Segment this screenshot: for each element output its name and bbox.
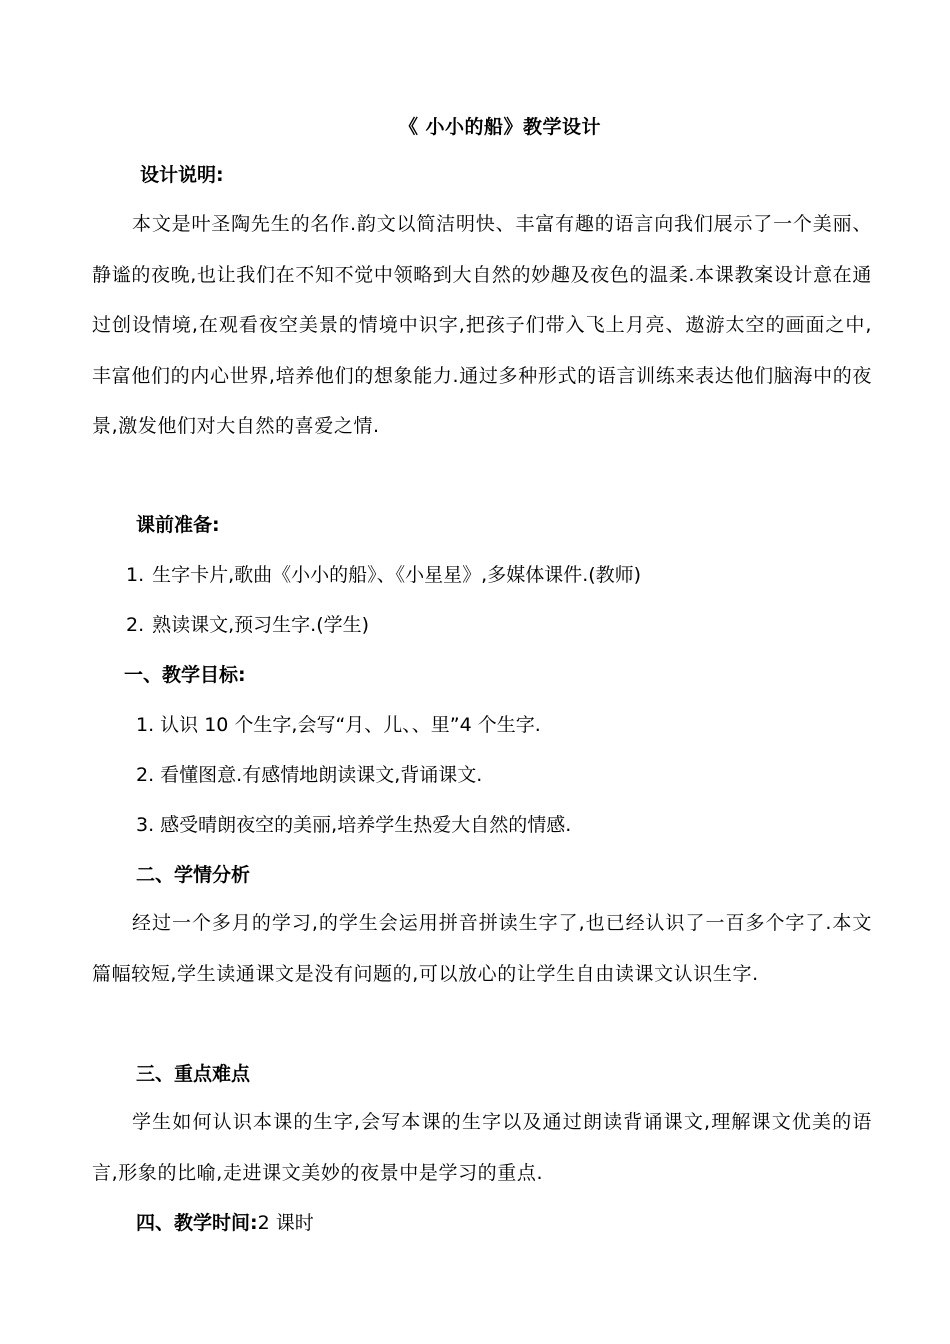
prep-item	[126, 612, 369, 638]
goal-item: 1. 认识 10 个生字,会写“月、儿、、里”4 个生字.	[136, 714, 541, 736]
time-heading: 四、教学时间:	[136, 1212, 258, 1234]
time-value: 2 课时	[257, 1212, 314, 1234]
prep-item-text: 熟读课文,预习生字.(学生)	[152, 614, 370, 636]
prep-item-text: 生字卡片,歌曲《小小的船》、《小星星》,多媒体课件.(教师)	[152, 564, 642, 586]
design-heading: 设计说明:	[140, 164, 224, 186]
prep-item-number: 2.	[126, 614, 145, 636]
prep-item	[126, 562, 641, 588]
document-title: 《 小小的船》教学设计	[398, 116, 602, 138]
analysis-paragraph: 经过一个多月的学习,的学生会运用拼音拼读生字了,也已经认识了一百多个字了.本文篇幅较短,学生读通课文是没有问题的,可以放心的让学生自由读课文认识生字.	[92, 912, 872, 985]
prep-heading: 课前准备:	[136, 514, 220, 536]
analysis-heading: 二、学情分析	[136, 864, 251, 886]
goal-item: 3. 感受晴朗夜空的美丽,培养学生热爱大自然的情感.	[136, 814, 572, 836]
design-paragraph: 本文是叶圣陶先生的名作.韵文以简洁明快、丰富有趣的语言向我们展示了一个美丽、静谧的夜晚,也让我们在不知不觉中领略到大自然的妙趣及夜色的温柔.本课教案设计意在通过创设情境,在观看夜空美景的情境中识字,把孩子们带入飞上月亮、遨游太空的画面之中,丰富他们的内心世界,培养他们的想象能力.通过多种形式的语言训练来表达他们脑海中的夜景,激发他们对大自然的喜爱之情.	[92, 213, 872, 437]
time-line	[136, 1210, 314, 1236]
prep-item-number: 1.	[126, 564, 145, 586]
goals-heading: 一、教学目标:	[124, 664, 246, 686]
key-heading: 三、重点难点	[136, 1063, 251, 1085]
goal-item: 2. 看懂图意.有感情地朗读课文,背诵课文.	[136, 764, 483, 786]
key-paragraph: 学生如何认识本课的生字,会写本课的生字以及通过朗读背诵课文,理解课文优美的语言,形象的比喻,走进课文美妙的夜景中是学习的重点.	[92, 1111, 872, 1184]
